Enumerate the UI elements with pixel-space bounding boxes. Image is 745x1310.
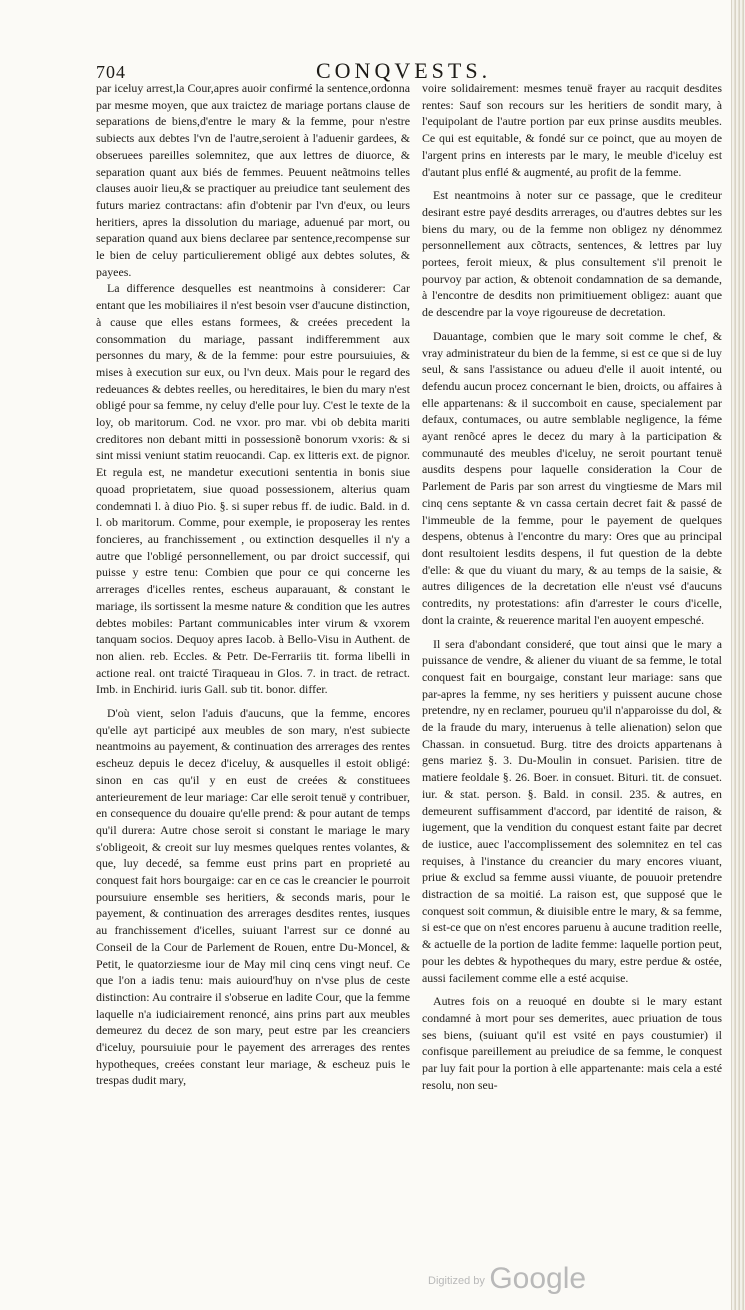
google-logo: Google	[489, 1262, 587, 1295]
watermark-prefix: Digitized by	[428, 1275, 485, 1287]
left-column	[96, 80, 410, 1089]
right-paragraph: Dauantage, combien que le mary soit comme le chef, & vray administrateur du bien de la femme, si est ce que si de luy seul, & sans l'assistance ou adueu d'elle il auoit intenté, ou defendu aucun procez concernant le bien, droicts, ou affaires à elle appartenans: & il succomboit en cause, specialement par defaux, contumaces, ou autre semblable negligence, la féme ayant renõcé apres le decez du mary à la participation & communauté des meubles d'iceluy, ne seroit pourtant tenuë ausdits despens pour laquelle consideration la Cour de Parlement de Paris par son arrest du vingtiesme de Mars mil cinq cens septante & vn cassa certain decret fait & passé de l'immeuble de la femme, pour le payement de quelques despens, obtenus à l'encontre du mary: Ores que au principal dont resultoient lesdits despens, il fut question de la debte d'elle: & que du viuant du mary, & au temps de la saisie, & autres diligences de la decretation elle n'eust vsé d'aucuns contredits, ny protestations: afin d'arrester le cours d'icelle, dont la crainte, & reuerence marital l'en auoyent empesché.	[422, 328, 722, 627]
page-number: 704	[96, 62, 126, 82]
right-paragraph: Est neantmoins à noter sur ce passage, que le crediteur desirant estre payé desdits arrerages, ou d'autres debtes sur les biens du mary, ou de la femme non obligez ny dénommez personnellement aux cõtracts, sentences, & lettres par luy portees, feroit mieux, & plus consultement s'il prenoit le pourvoy par action, & obtenoit condamnation de sa demande, à l'encontre de desdits non primitiuement obligez: auant que de descendre par la voye rigoureuse de decretation.	[422, 188, 722, 320]
page-edge	[731, 0, 745, 1310]
left-paragraph: par iceluy arrest,la Cour,apres auoir confirmé la sentence,ordonna par mesme moyen, que aux traictez de mariage portans clause de separations de biens,d'entre le mary & la femme, pour n'estre subiects aux debtes l'vn de l'autre,seroient à l'aduenir gardees, & obseruees pareilles solemnitez, que aux lettres de diuorce, & separation quant aux biés de femmes. Peuuent neãtmoins telles clauses auoir lieu,& se practiquer au preiudice tant seulement des futurs mariez contractans: afin d'obtenir par l'vn d'eux, ou leurs heritiers, apres la dissolution du mariage, aduenué par mort, ou separation quand aux biens declaree par sentence,recompense sur le bien de celuy particulierement obligé aux debtes solutes, & payees.	[96, 81, 410, 279]
running-title: CONQVESTS.	[316, 58, 492, 83]
right-column	[422, 80, 722, 1093]
right-paragraph: Il sera d'abondant consideré, que tout ainsi que le mary a puissance de vendre, & aliener du viuant de sa femme, le total conquest fait en bourgaige, constant leur mariage: sans que par-apres la femme, ny ses heritiers y puissent aucune chose pretendre, ny en reclamer, pourueu qu'il n'apparoisse du dol, & de la fraude du mary, interuenus à telle alienation) selon que Chassan. in consuetud. Burg. titre des droicts appartenans à gens mariez §. 3. Du-Moulin in consuet. Parisien. titre de matiere feoldale §. 26. Boer. in consuet. Bituri. tit. de consuet. iur. & stat. person. §. Bald. in consil. 235. & autres, en demeurent suffisamment d'accord, par identité de raison, & iugement, que la vendition du conquest estant faite par decret de iustice, auec l'accomplissement des solemnitez en tel cas requises, à l'instance du creancier du mary encores viuant, priue & exclud sa femme aussi viuante, de pouuoir pretendre distraction de sa moitié. La raison est, que supposé que le conquest soit commun, & diuisible entre le mary, & sa femme, si est-ce que on n'est encores paruenu à aucune tradition reelle, & actuelle de la portion de ladite femme: laquelle portion peut, pour les debtes & hypotheques du mary, estre perdue & ostée, aussi facilement comme elle a esté acquise.	[422, 636, 722, 985]
right-paragraph: voire solidairement: mesmes tenuë frayer au racquit desdites rentes: Sauf son recours sur les heritiers de sondit mary, à l'equipolant de l'autre portion par eux prinse ausdits meubles. Ce qui est equitable, & fondé sur ce poinct, que au moyen de l'argent prins en interests par le mary, le meuble d'iceluy est d'autant plus enflé & augmenté, au profit de la femme.	[422, 81, 722, 179]
digitized-watermark	[428, 1262, 586, 1296]
right-paragraph: Autres fois on a reuoqué en doubte si le mary estant condamné à mort pour ses demerites, auec priuation de tous ses biens, (suiuant qu'il est vsité en pays coustumier) il confisque pareillement au preiudice de sa femme, le conquest par luy fait pour la portion à elle appartenante: mais cela a esté resolu, non seu-	[422, 994, 722, 1092]
left-paragraph: La difference desquelles est neantmoins à considerer: Car entant que les mobiliaires il n'est besoin vser d'aucune distinction, à cause que elles estans formees, & creées precedent la consommation du mariage, passant indifferemment aux personnes du mary, & de la femme: pour estre poursuiuies, & mises à execution sur eux, ou l'vn deux. Mais pour le regard des redeuances & debtes reelles, ou hereditaires, le bien du mary n'est obligé pour sa femme, ny celuy d'elle pour luy. C'est le texte de la loy, ob maritorum. Cod. ne vxor. pro mar. vbi ob debita mariti creditores non debant mitti in possessionẽ bonorum vxoris: & si sint missi veniunt statim reuocandi. Cap. ex litteris ext. de pignor. Et regula est, ne mandetur executioni sententia in bonis siue quoad proprietatem, siue quoad possessionem, alterius quam condemnati l. à diuo Pio. §. si super rebus ff. de iudic. Bald. in d. l. ob maritorum. Comme, pour exemple, ie proposeray les rentes foncieres, au franchissement , ou extinction desquelles il n'y a autre que l'obligé personnellement, ou par droict successif, qui puisse y estre tenu: Combien que pour ce qui concerne les arrerages d'icelles rentes, escheus auparauant, & constant le mariage, ils sortissent la mesme nature & condition que les autres debtes mobiles: Partant communicables inter virum & vxorem tanquam socios. Dequoy apres Iacob. à Bello-Visu in Authent. de non alien. reb. Eccles. & Petr. De-Ferrariis tit. forma libelli in actione real. ont traicté Tiraqueau in Glos. 7. in tract. de retract. Imb. in Enchirid. iuris Gall. sub tit. bonor. differ.	[96, 281, 410, 697]
left-paragraph: D'où vient, selon l'aduis d'aucuns, que la femme, encores qu'elle ayt participé aux meubles de son mary, n'est subiecte neantmoins au payement, & continuation des arrerages des rentes escheuz depuis le decez d'iceluy, & ausquelles il estoit obligé: sinon en cas qu'il y en eust de creées & constituees anterieurement de leur mariage: Car elle seroit tenuë y contribuer, en consequence du douaire qu'elle prend: & pour autant de temps qu'il durera: Autre chose seroit si constant le mariage le mary s'obligeoit, & creoit sur luy mesmes quelques rentes volantes, & que, luy decedé, sa femme eust prins part en proprieté au conquest fait hors bourgaige: car en ce cas le creancier le pourroit poursuiure ensemble ses heritiers, & seconds maris, pour le payement, & continuation des arrerages desdites rentes, iusques au franchissement d'icelles, suiuant l'arrest sur ce donné au Conseil de la Cour de Parlement de Rouen, entre Du-Moncel, & Petit, le quatorziesme iour de May mil cinq cens vingt neuf. Ce que l'on a iadis tenu: mais auiourd'huy on n'vse plus de ceste distinction: Au contraire il s'obserue en ladite Cour, que la femme laquelle n'a iudiciairement renoncé, ains prins part aux meubles demeurez du decez de son mary, peut estre par les creanciers d'iceluy, poursuiuie pour le payement des arrerages des rentes hypotheques, creées constant leur mariage, & escheuz puis le trespas dudit mary,	[96, 706, 410, 1088]
